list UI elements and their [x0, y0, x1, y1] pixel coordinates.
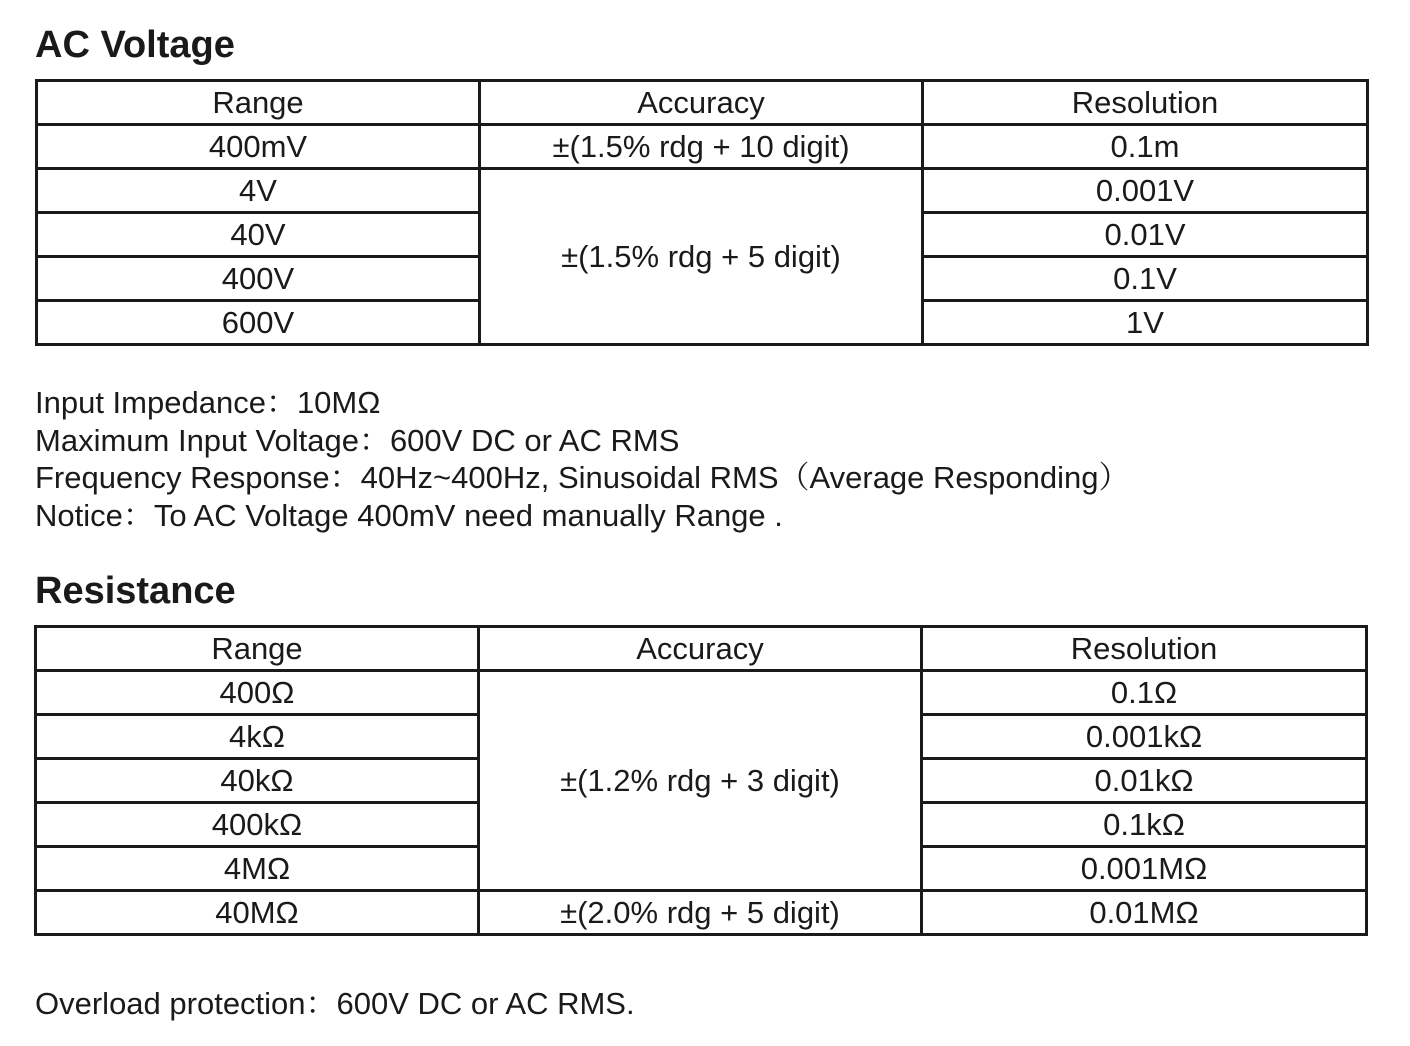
range-cell: 40kΩ	[36, 759, 479, 803]
resistance-table	[34, 625, 1368, 936]
note-overload-protection: Overload protection：600V DC or AC RMS.	[35, 986, 635, 1021]
resolution-cell: 0.001V	[923, 169, 1368, 213]
note-max-input-voltage: Maximum Input Voltage：600V DC or AC RMS	[35, 422, 680, 458]
resolution-cell: 0.001kΩ	[922, 715, 1367, 759]
range-cell: 400Ω	[36, 671, 479, 715]
table-row	[36, 671, 1367, 715]
note-frequency-response: Frequency Response：40Hz~400Hz, Sinusoidal RMS（Average Responding）	[35, 460, 1130, 495]
header-resolution: Resolution	[923, 81, 1368, 125]
resistance-title: Resistance	[35, 570, 236, 612]
resolution-cell: 0.1V	[923, 257, 1368, 301]
header-accuracy: Accuracy	[480, 81, 923, 125]
range-cell: 40MΩ	[36, 891, 479, 935]
resolution-cell: 1V	[923, 301, 1368, 345]
resolution-cell: 0.01kΩ	[922, 759, 1367, 803]
table-row	[37, 169, 1368, 213]
note-notice: Notice：To AC Voltage 400mV need manually Range .	[35, 497, 783, 533]
range-cell: 4V	[37, 169, 480, 213]
ac-voltage-notes	[35, 384, 1130, 534]
table-header-row	[37, 81, 1368, 125]
resolution-cell: 0.1m	[923, 125, 1368, 169]
range-cell: 4MΩ	[36, 847, 479, 891]
range-cell: 400mV	[37, 125, 480, 169]
table-row	[36, 891, 1367, 935]
resolution-cell: 0.1Ω	[922, 671, 1367, 715]
resolution-cell: 0.01MΩ	[922, 891, 1367, 935]
header-range: Range	[37, 81, 480, 125]
table-header-row	[36, 627, 1367, 671]
accuracy-cell: ±(1.2% rdg + 3 digit)	[479, 671, 922, 891]
range-cell: 400V	[37, 257, 480, 301]
range-cell: 600V	[37, 301, 480, 345]
header-accuracy: Accuracy	[479, 627, 922, 671]
ac-voltage-table	[35, 79, 1369, 346]
resolution-cell: 0.001MΩ	[922, 847, 1367, 891]
range-cell: 40V	[37, 213, 480, 257]
accuracy-cell: ±(1.5% rdg + 10 digit)	[480, 125, 923, 169]
accuracy-cell: ±(1.5% rdg + 5 digit)	[480, 169, 923, 345]
header-range: Range	[36, 627, 479, 671]
note-input-impedance: Input Impedance：10MΩ	[35, 385, 381, 420]
range-cell: 4kΩ	[36, 715, 479, 759]
ac-voltage-title: AC Voltage	[35, 24, 235, 66]
resolution-cell: 0.1kΩ	[922, 803, 1367, 847]
table-row	[37, 125, 1368, 169]
accuracy-cell: ±(2.0% rdg + 5 digit)	[479, 891, 922, 935]
resistance-notes	[35, 985, 635, 1023]
header-resolution: Resolution	[922, 627, 1367, 671]
range-cell: 400kΩ	[36, 803, 479, 847]
resolution-cell: 0.01V	[923, 213, 1368, 257]
